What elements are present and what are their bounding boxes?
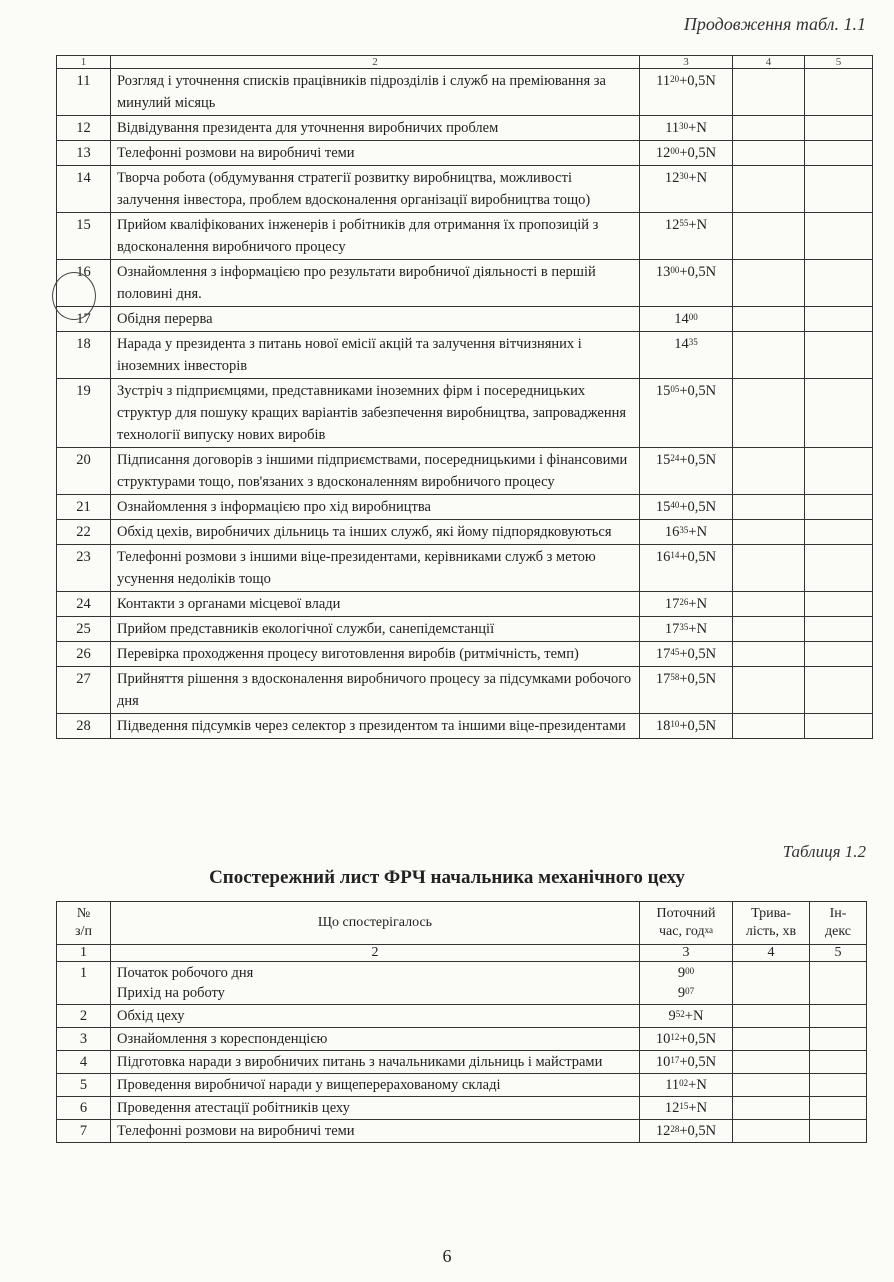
- row-index: [805, 520, 873, 545]
- row-number: 21: [57, 495, 111, 520]
- row-time: $13^{00}+0,5N$: [640, 260, 733, 307]
- column-number: 5: [810, 945, 867, 962]
- row-duration: [733, 448, 805, 495]
- row-duration: [733, 1051, 810, 1074]
- table-row: [57, 260, 873, 307]
- header-time-cell: Поточний час, год$^{ха}$: [640, 902, 733, 945]
- row-number: 11: [57, 69, 111, 116]
- table-2-label: Таблиця 1.2: [782, 842, 866, 861]
- column-number: 3: [640, 56, 733, 69]
- column-number: 1: [57, 56, 111, 69]
- row-number: 25: [57, 617, 111, 642]
- row-number: 19: [57, 379, 111, 448]
- row-index: [805, 166, 873, 213]
- row-duration: [733, 307, 805, 332]
- row-time: $10^{12}+0,5N$: [640, 1028, 733, 1051]
- header-number-cell: № з/п: [57, 902, 111, 945]
- row-duration: [733, 1005, 810, 1028]
- row-index: [805, 116, 873, 141]
- row-time: $11^{20}+0,5N$: [640, 69, 733, 116]
- row-text: Підготовка наради з виробничих питань з начальниками дільниць і майстрами: [111, 1051, 640, 1074]
- table-row: [57, 448, 873, 495]
- row-time: $10^{17}+0,5N$: [640, 1051, 733, 1074]
- table-row: [57, 69, 873, 116]
- row-number: 2: [57, 1005, 111, 1028]
- table-1-1: [56, 55, 873, 739]
- row-number: 1: [57, 962, 111, 1005]
- row-index: [805, 307, 873, 332]
- row-duration: [733, 1074, 810, 1097]
- column-number: 3: [640, 945, 733, 962]
- row-duration: [733, 667, 805, 714]
- table-row: [57, 520, 873, 545]
- row-number: 22: [57, 520, 111, 545]
- row-time: $14^{00}$: [640, 307, 733, 332]
- row-duration: [733, 520, 805, 545]
- table-row: [57, 667, 873, 714]
- table-row: [57, 495, 873, 520]
- row-time: $16^{14}+0,5N$: [640, 545, 733, 592]
- table-header-row: [57, 902, 867, 945]
- row-index: [810, 1005, 867, 1028]
- row-time: $12^{30}+N$: [640, 166, 733, 213]
- header-index-cell: Ін- декс: [810, 902, 867, 945]
- row-text: Прийом кваліфікованих інженерів і робітників для отримання їх пропозицій з вдосконалення виробничого процесу: [111, 213, 640, 260]
- row-number: 6: [57, 1097, 111, 1120]
- row-duration: [733, 141, 805, 166]
- column-number: 2: [111, 945, 640, 962]
- row-number: 12: [57, 116, 111, 141]
- row-time: $12^{15}+N$: [640, 1097, 733, 1120]
- row-time: $18^{10}+0,5N$: [640, 714, 733, 739]
- row-number: 23: [57, 545, 111, 592]
- row-number: 15: [57, 213, 111, 260]
- row-duration: [733, 69, 805, 116]
- row-index: [810, 1051, 867, 1074]
- table-row: [57, 1005, 867, 1028]
- row-index: [805, 141, 873, 166]
- row-number: 5: [57, 1074, 111, 1097]
- row-duration: [733, 213, 805, 260]
- row-text: Обхід цехів, виробничих дільниць та інших служб, які йому підпорядковуються: [111, 520, 640, 545]
- row-duration: [733, 714, 805, 739]
- table-row: [57, 962, 867, 1005]
- row-duration: [733, 1028, 810, 1051]
- row-duration: [733, 116, 805, 141]
- header-observed-cell: Що спостерігалось: [111, 902, 640, 945]
- row-text: Телефонні розмови на виробничі теми: [111, 141, 640, 166]
- row-number: 17: [57, 307, 111, 332]
- row-text: Підведення підсумків через селектор з президентом та іншими віце-президентами: [111, 714, 640, 739]
- row-index: [805, 714, 873, 739]
- row-number: 24: [57, 592, 111, 617]
- table-row: [57, 166, 873, 213]
- column-numbers-row: [57, 945, 867, 962]
- row-text: Контакти з органами місцевої влади: [111, 592, 640, 617]
- row-duration: [733, 379, 805, 448]
- row-time: $17^{45}+0,5N$: [640, 642, 733, 667]
- row-number: 13: [57, 141, 111, 166]
- row-text: Зустріч з підприємцями, представниками іноземних фірм і посередницьких структур для пошуку кращих варіантів забезпечення виробництва, запровадження технології випуску нових виробів: [111, 379, 640, 448]
- row-time: $15^{40}+0,5N$: [640, 495, 733, 520]
- row-index: [805, 592, 873, 617]
- row-text: Ознайомлення з інформацією про хід виробництва: [111, 495, 640, 520]
- row-time: $15^{24}+0,5N$: [640, 448, 733, 495]
- row-text: Творча робота (обдумування стратегії розвитку виробництва, можливості залучення інвестора, проблем вдосконалення організації виробництва тощо): [111, 166, 640, 213]
- row-index: [810, 1097, 867, 1120]
- table-row: [57, 307, 873, 332]
- row-time: $17^{58}+0,5N$: [640, 667, 733, 714]
- table-row: [57, 592, 873, 617]
- row-text: Ознайомлення з інформацією про результати виробничої діяльності в першій половині дня.: [111, 260, 640, 307]
- row-number: 28: [57, 714, 111, 739]
- table-row: [57, 545, 873, 592]
- row-duration: [733, 592, 805, 617]
- table-row: [57, 1028, 867, 1051]
- row-duration: [733, 545, 805, 592]
- handwritten-circle-mark: [52, 272, 96, 320]
- row-time: $9^{52}+N$: [640, 1005, 733, 1028]
- row-duration: [733, 260, 805, 307]
- row-text: Нарада у президента з питань нової емісії акцій та залучення вітчизняних і іноземних інвесторів: [111, 332, 640, 379]
- row-duration: [733, 1097, 810, 1120]
- row-duration: [733, 166, 805, 213]
- table-row: [57, 379, 873, 448]
- row-time: $14^{35}$: [640, 332, 733, 379]
- row-time: $11^{30}+N$: [640, 116, 733, 141]
- table-row: [57, 332, 873, 379]
- row-text: Відвідування президента для уточнення виробничих проблем: [111, 116, 640, 141]
- row-time: $12^{00}+0,5N$: [640, 141, 733, 166]
- row-number: 27: [57, 667, 111, 714]
- row-text: Проведення атестації робітників цеху: [111, 1097, 640, 1120]
- row-time: $17^{35}+N$: [640, 617, 733, 642]
- row-index: [810, 1074, 867, 1097]
- row-index: [805, 545, 873, 592]
- row-time: $12^{28}+0,5N$: [640, 1120, 733, 1143]
- row-index: [805, 667, 873, 714]
- row-duration: [733, 495, 805, 520]
- table-row: [57, 714, 873, 739]
- row-time: $12^{55}+N$: [640, 213, 733, 260]
- row-index: [805, 379, 873, 448]
- row-index: [805, 448, 873, 495]
- table-2-title: Спостережний лист ФРЧ начальника механічного цеху: [209, 867, 685, 888]
- table-row: [57, 642, 873, 667]
- row-index: [805, 332, 873, 379]
- row-duration: [733, 642, 805, 667]
- row-number: 3: [57, 1028, 111, 1051]
- table-row: [57, 1074, 867, 1097]
- column-number: 5: [805, 56, 873, 69]
- row-text: Прийом представників екологічної служби, санепідемстанції: [111, 617, 640, 642]
- table-row: [57, 1097, 867, 1120]
- row-number: 4: [57, 1051, 111, 1074]
- row-index: [805, 213, 873, 260]
- row-text: Початок робочого дня Прихід на роботу: [111, 962, 640, 1005]
- table-row: [57, 116, 873, 141]
- column-number: 4: [733, 56, 805, 69]
- row-time: $11^{02}+N$: [640, 1074, 733, 1097]
- row-duration: [733, 1120, 810, 1143]
- row-number: 20: [57, 448, 111, 495]
- row-text: Прийняття рішення з вдосконалення виробничого процесу за підсумками робочого дня: [111, 667, 640, 714]
- table-row: [57, 617, 873, 642]
- table-header-row: [57, 56, 873, 69]
- row-index: [805, 642, 873, 667]
- table-row: [57, 213, 873, 260]
- row-number: 14: [57, 166, 111, 213]
- row-index: [805, 495, 873, 520]
- row-number: 26: [57, 642, 111, 667]
- column-number: 1: [57, 945, 111, 962]
- row-text: Обхід цеху: [111, 1005, 640, 1028]
- row-time: $16^{35}+N$: [640, 520, 733, 545]
- table-row: [57, 141, 873, 166]
- column-number: 4: [733, 945, 810, 962]
- row-time: $9^{00}$ $9^{07}$: [640, 962, 733, 1005]
- table-row: [57, 1051, 867, 1074]
- row-text: Розгляд і уточнення списків працівників підрозділів і служб на преміювання за минулий місяць: [111, 69, 640, 116]
- row-text: Ознайомлення з кореспонденцією: [111, 1028, 640, 1051]
- row-index: [810, 1120, 867, 1143]
- row-time: $15^{05}+0,5N$: [640, 379, 733, 448]
- row-index: [810, 1028, 867, 1051]
- row-duration: [733, 332, 805, 379]
- row-text: Телефонні розмови з іншими віце-президентами, керівниками служб з метою усунення недоліків тощо: [111, 545, 640, 592]
- row-number: 7: [57, 1120, 111, 1143]
- row-duration: [733, 617, 805, 642]
- row-number: 18: [57, 332, 111, 379]
- continuation-title: Продовження табл. 1.1: [683, 14, 866, 34]
- row-text: Перевірка проходження процесу виготовлення виробів (ритмічність, темп): [111, 642, 640, 667]
- column-number: 2: [111, 56, 640, 69]
- row-time: $17^{26}+N$: [640, 592, 733, 617]
- table-1-2: [56, 901, 867, 1143]
- row-number: 16: [57, 260, 111, 307]
- header-duration-cell: Трива- лість, хв: [733, 902, 810, 945]
- row-text: Проведення виробничої наради у вищеперерахованому складі: [111, 1074, 640, 1097]
- row-text: Підписання договорів з іншими підприємствами, посередницькими і фінансовими структурами тощо, пов'язаних з вдосконаленням виробничого процесу: [111, 448, 640, 495]
- row-index: [810, 962, 867, 1005]
- row-index: [805, 260, 873, 307]
- page-number: 6: [442, 1246, 452, 1266]
- row-text: Телефонні розмови на виробничі теми: [111, 1120, 640, 1143]
- row-duration: [733, 962, 810, 1005]
- row-index: [805, 69, 873, 116]
- table-row: [57, 1120, 867, 1143]
- row-index: [805, 617, 873, 642]
- row-text: Обідня перерва: [111, 307, 640, 332]
